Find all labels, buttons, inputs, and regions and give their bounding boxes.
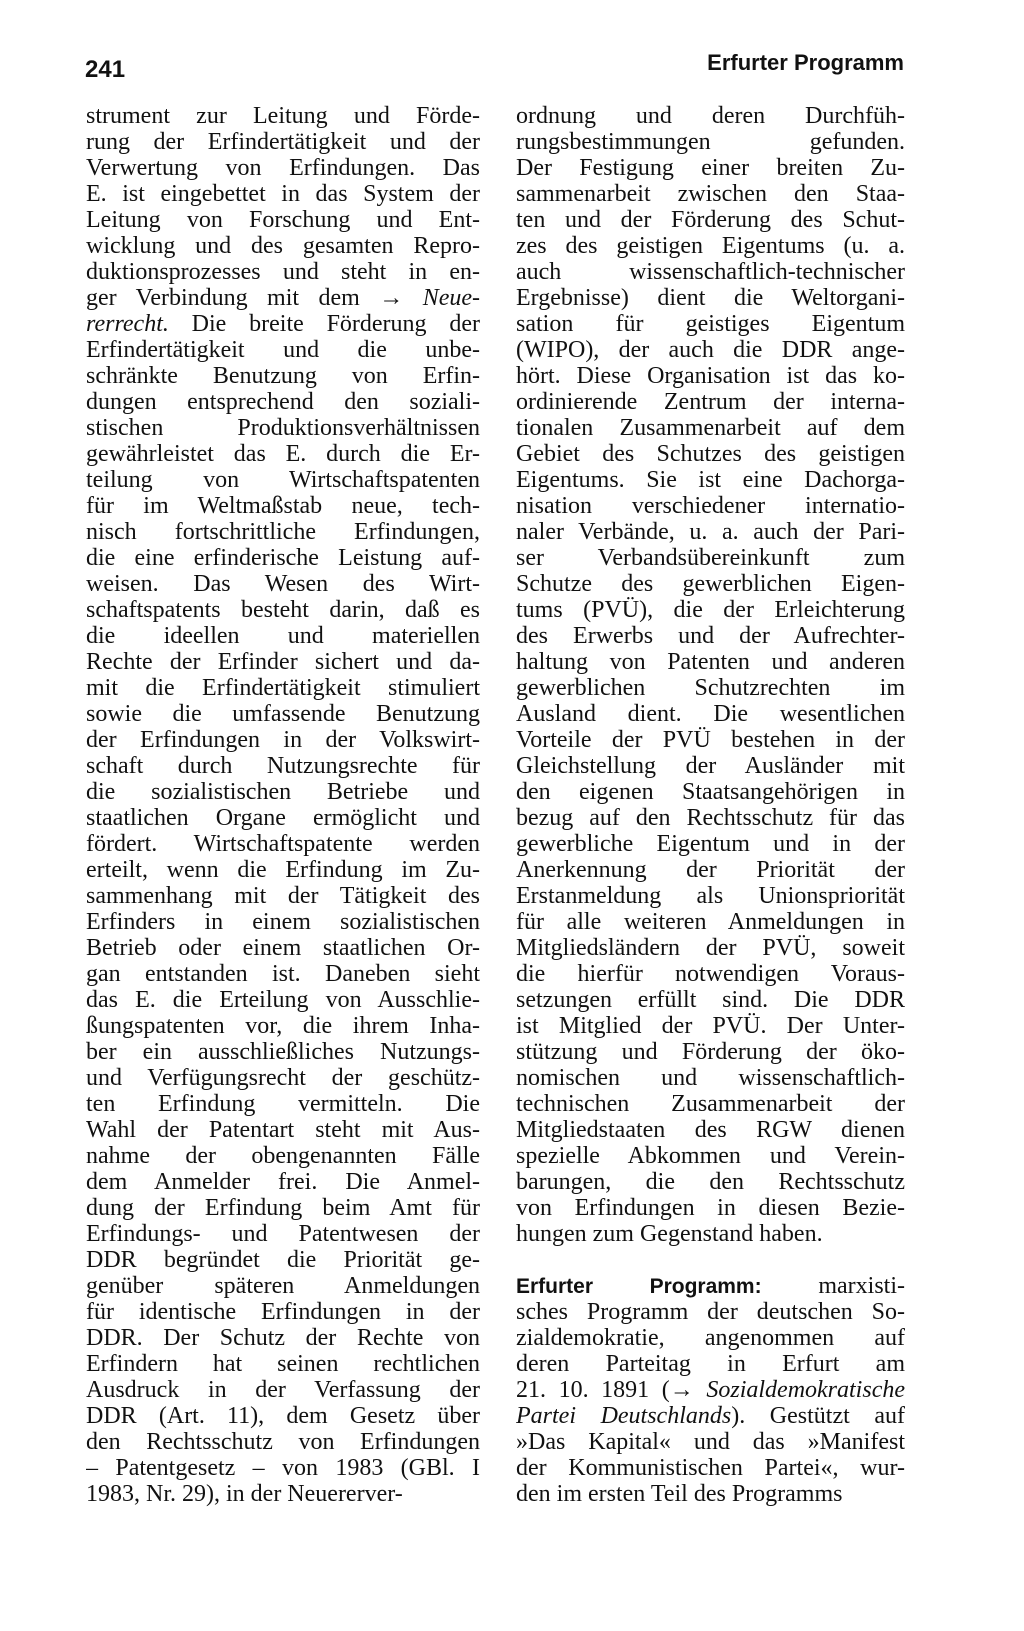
text-line: Erfindertätigkeit und die unbe- [86,337,480,363]
entry-first-line [516,1273,905,1299]
text-line: teilung von Wirtschaftspatenten [86,467,480,493]
text-line: technischen Zusammenarbeit der [516,1091,905,1117]
text-line: von Erfindungen in diesen Bezie- [516,1195,905,1221]
text-line: naler Verbände, u. a. auch der Pari- [516,519,905,545]
text-line: Erstanmeldung als Unionspriorität [516,883,905,909]
text-line: schaft durch Nutzungsrechte für [86,753,480,779]
text-line: genüber späteren Anmeldungen [86,1273,480,1299]
text-line: auch wissenschaftlich-technischer [516,259,905,285]
headword: Erfurter Programm: [516,1275,762,1298]
text-line: die hierfür notwendigen Voraus- [516,961,905,987]
text-line: stützung und Förderung der öko- [516,1039,905,1065]
text-line: duktionsprozesses und steht in en- [86,259,480,285]
text-line: tionalen Zusammenarbeit auf dem [516,415,905,441]
text-line: schaftspatents besteht darin, daß es [86,597,480,623]
text-line: nomischen und wissenschaftlich- [516,1065,905,1091]
text-line: sammenhang mit der Tätigkeit des [86,883,480,909]
text-line: nahme der obengenannten Fälle [86,1143,480,1169]
text-line: ten Erfindung vermitteln. Die [86,1091,480,1117]
text-line: ordinierende Zentrum der interna- [516,389,905,415]
text-line: gewährleistet das E. durch die Er- [86,441,480,467]
page-number: 241 [85,56,126,83]
text-line: wicklung und des gesamten Repro- [86,233,480,259]
text-line: den Rechtsschutz von Erfindungen [86,1429,480,1455]
cross-reference: Sozialdemokratische [706,1377,905,1403]
text-line: für im Weltmaßstab neue, tech- [86,493,480,519]
text-line: Mitgliedsländern der PVÜ, soweit [516,935,905,961]
text-line: ber ein ausschließliches Nutzungs- [86,1039,480,1065]
text-line: die ideellen und materiellen [86,623,480,649]
text-fragment: Die breite Förderung der [168,311,480,337]
text-line [516,1403,905,1429]
text-line: gewerblichen Schutzrechten im [516,675,905,701]
text-line: tums (PVÜ), die der Erleichterung [516,597,905,623]
text-line: nisation verschiedener internatio- [516,493,905,519]
text-line: Ausland dient. Die wesentlichen [516,701,905,727]
running-title: Erfurter Programm [707,50,904,75]
text-line: sowie die umfassende Benutzung [86,701,480,727]
text-line: Gleichstellung der Ausländer mit [516,753,905,779]
text-line: Mitgliedstaaten des RGW dienen [516,1117,905,1143]
text-fragment: 21. 10. 1891 (→ [516,1377,707,1403]
text-line: hungen zum Gegenstand haben. [516,1221,823,1247]
text-fragment: ). Gestützt auf [731,1403,905,1429]
text-line: der Kommunistischen Partei«, wur- [516,1455,905,1481]
text-line: sches Programm der deutschen So- [516,1299,905,1325]
text-line: hört. Diese Organisation ist das ko- [516,363,905,389]
text-line: sammenarbeit zwischen den Staa- [516,181,905,207]
cross-reference: Neue- [422,285,480,311]
text-line: dungen entsprechend den soziali- [86,389,480,415]
text-line: 1983, Nr. 29), in der Neuererver- [86,1481,403,1507]
cross-reference: rerrecht. [86,311,169,337]
text-line: Leitung von Forschung und Ent- [86,207,480,233]
cross-reference: Partei Deutschlands [516,1403,732,1429]
text-line: stischen Produktionsverhältnissen [86,415,480,441]
text-line: Verwertung von Erfindungen. Das [86,155,480,181]
text-line: Gebiet des Schutzes des geistigen [516,441,905,467]
text-line: staatlichen Organe ermöglicht und [86,805,480,831]
left-column [86,103,480,1507]
text-line: die sozialistischen Betriebe und [86,779,480,805]
text-line: E. ist eingebettet in das System der [86,181,480,207]
right-column [516,103,905,1507]
text-line: nisch fortschrittliche Erfindungen, [86,519,480,545]
text-line: für alle weiteren Anmeldungen in [516,909,905,935]
text-line: sation für geistiges Eigentum [516,311,905,337]
text-line: für identische Erfindungen in der [86,1299,480,1325]
text-line: dem Anmelder frei. Die Anmel- [86,1169,480,1195]
text-line: mit die Erfindertätigkeit stimuliert [86,675,480,701]
text-line: Ergebnisse) dient die Weltorgani- [516,285,905,311]
text-line: ßungspatenten vor, die ihrem Inha- [86,1013,480,1039]
text-line: bezug auf den Rechtsschutz für das [516,805,905,831]
text-line: rungsbestimmungen gefunden. [516,129,905,155]
text-line: Rechte der Erfinder sichert und da- [86,649,480,675]
text-line: zes des geistigen Eigentums (u. a. [516,233,905,259]
text-line: schränkte Benutzung von Erfin- [86,363,480,389]
text-line: und Verfügungsrecht der geschütz- [86,1065,480,1091]
text-line: gewerbliche Eigentum und in der [516,831,905,857]
text-line: spezielle Abkommen und Verein- [516,1143,905,1169]
text-line: Anerkennung der Priorität der [516,857,905,883]
text-line: haltung von Patenten und anderen [516,649,905,675]
text-line: Schutze des gewerblichen Eigen- [516,571,905,597]
text-fragment: ger Verbindung mit dem → [86,285,423,311]
text-line [516,1377,905,1403]
text-line: des Erwerbs und der Aufrechter- [516,623,905,649]
text-line: ist Mitglied der PVÜ. Der Unter- [516,1013,905,1039]
text-line: »Das Kapital« und das »Manifest [516,1429,905,1455]
text-line: zialdemokratie, angenommen auf [516,1325,905,1351]
text-line: den im ersten Teil des Programms [516,1481,843,1507]
text-line: gan entstanden ist. Daneben sieht [86,961,480,987]
text-line: die eine erfinderische Leistung auf- [86,545,480,571]
text-line [86,285,480,311]
paragraph-gap [516,1247,905,1273]
text-line: ordnung und deren Durchfüh- [516,103,905,129]
text-line: weisen. Das Wesen des Wirt- [86,571,480,597]
text-line: Erfinders in einem sozialistischen [86,909,480,935]
text-line: den eigenen Staatsangehörigen in [516,779,905,805]
text-line: der Erfindungen in der Volkswirt- [86,727,480,753]
text-line [86,311,480,337]
text-line: strument zur Leitung und Förde- [86,103,480,129]
text-line: Der Festigung einer breiten Zu- [516,155,905,181]
text-line: das E. die Erteilung von Ausschlie- [86,987,480,1013]
text-line: setzungen erfüllt sind. Die DDR [516,987,905,1013]
text-line: Erfindungs- und Patentwesen der [86,1221,480,1247]
text-line: ten und der Förderung des Schut- [516,207,905,233]
text-line: barungen, die den Rechtsschutz [516,1169,905,1195]
text-line: Vorteile der PVÜ bestehen in der [516,727,905,753]
text-line: – Patentgesetz – von 1983 (GBl. I [86,1455,480,1481]
text-line: deren Parteitag in Erfurt am [516,1351,905,1377]
text-line: Eigentums. Sie ist eine Dachorga- [516,467,905,493]
text-line: erteilt, wenn die Erfindung im Zu- [86,857,480,883]
text-line: dung der Erfindung beim Amt für [86,1195,480,1221]
text-line: ser Verbandsübereinkunft zum [516,545,905,571]
text-line: (WIPO), der auch die DDR ange- [516,337,905,363]
text-line: DDR begründet die Priorität ge- [86,1247,480,1273]
text-line: Ausdruck in der Verfassung der [86,1377,480,1403]
text-line: Wahl der Patentart steht mit Aus- [86,1117,480,1143]
text-line: DDR. Der Schutz der Rechte von [86,1325,480,1351]
text-line: fördert. Wirtschaftspatente werden [86,831,480,857]
text-line: Betrieb oder einem staatlichen Or- [86,935,480,961]
text-line: DDR (Art. 11), dem Gesetz über [86,1403,480,1429]
text-fragment: marxisti- [761,1273,905,1299]
text-line: rung der Erfindertätigkeit und der [86,129,480,155]
text-line: Erfindern hat seinen rechtlichen [86,1351,480,1377]
